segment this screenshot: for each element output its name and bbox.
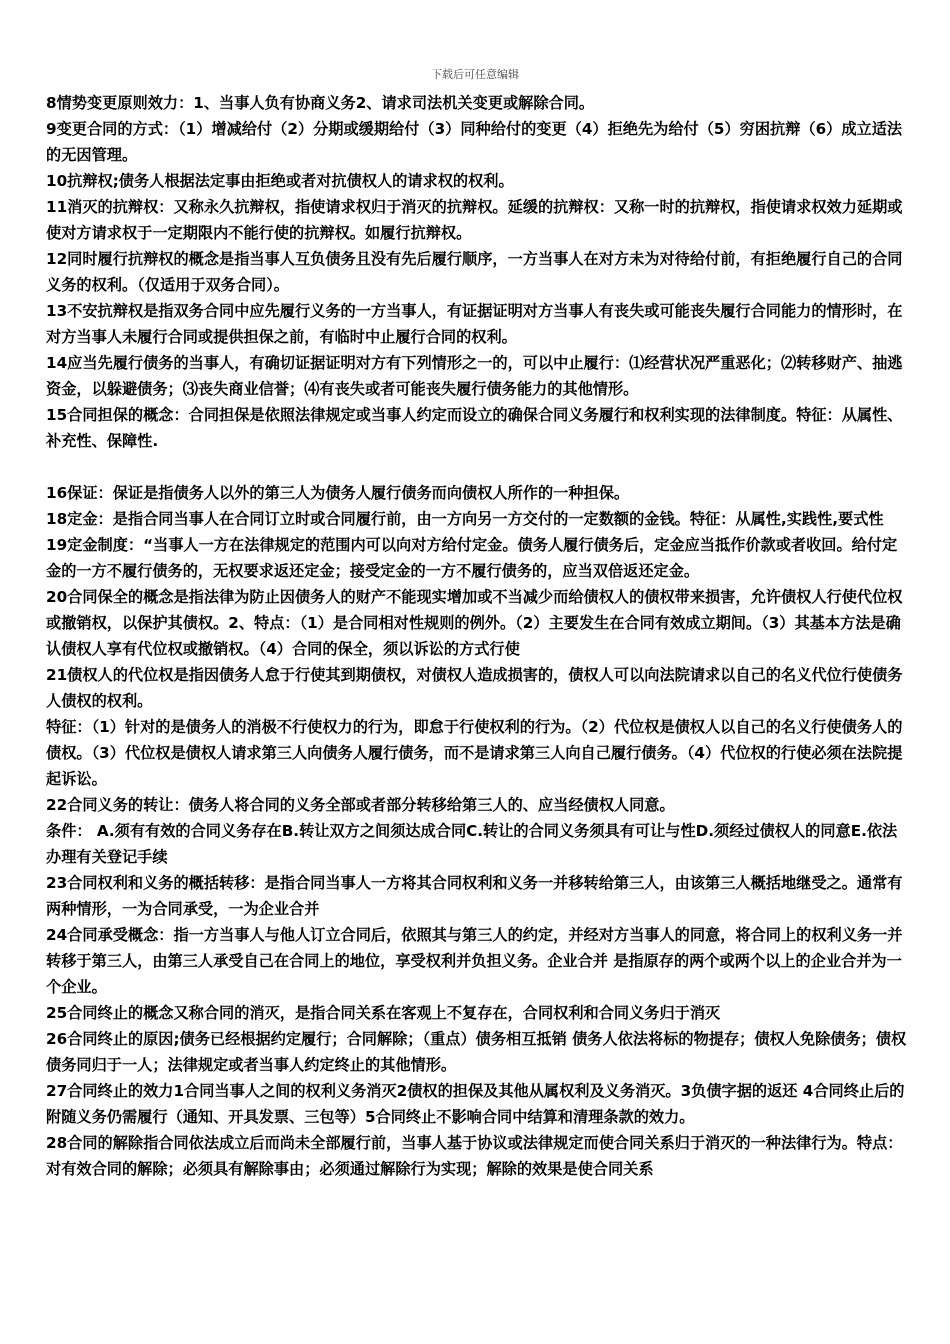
paragraph: 特征：（1）针对的是债务人的消极不行使权力的行为，即怠于行使权利的行为。（2）代位权是债权人以自己的名义行使债务人的债权。（3）代位权是债权人请求第三人向债务人履行债务，而不是请求第三人向自己履行债务。（4）代位权的行使必须在法院提起诉讼。 (46, 718, 903, 788)
page-header: 下载后可任意编辑 (431, 68, 519, 81)
paragraph: 20合同保全的概念是指法律为防止因债务人的财产不能现实增加或不当减少而给债权人的债权带来损害，允许债权人行使代位权或撤销权，以保护其债权。2、特点：（1）是合同相对性规则的例外。（2）主要发生在合同有效成立期间。（3）其基本方法是确认债权人享有代位权或撤销权。（4）合同的保全，须以诉讼的方式行使 (46, 588, 903, 658)
paragraph: 25合同终止的概念又称合同的消灭，是指合同关系在客观上不复存在，合同权利和合同义务归于消灭 (46, 1004, 721, 1022)
paragraph: 23合同权利和义务的概括转移：是指合同当事人一方将其合同权利和义务一并移转给第三人，由该第三人概括地继受之。通常有两种情形，一为合同承受，一为企业合并 (46, 874, 903, 918)
paragraph: 21债权人的代位权是指因债务人怠于行使其到期债权，对债权人造成损害的，债权人可以向法院请求以自己的名义代位行使债务人债权的权利。 (46, 666, 903, 710)
paragraph: 19定金制度：“当事人一方在法律规定的范围内可以向对方给付定金。债务人履行债务后，定金应当抵作价款或者收回。给付定金的一方不履行债务的，无权要求返还定金；接受定金的一方不履行债务的，应当双倍返还定金。 (46, 536, 898, 580)
paragraph: 条件： A.须有有效的合同义务存在B.转让双方之间须达成合同C.转让的合同义务须具有可让与性D.须经过债权人的同意E.依法办理有关登记手续 (46, 822, 898, 866)
paragraph: 24合同承受概念：指一方当事人与他人订立合同后，依照其与第三人的约定，并经对方当事人的同意，将合同上的权利义务一并转移于第三人，由第三人承受自己在合同上的地位，享受权利并负担义务。企业合并 是指原存的两个或两个以上的企业合并为一个企业。 (46, 926, 903, 996)
paragraph: 28合同的解除指合同依法成立后而尚未全部履行前，当事人基于协议或法律规定而使合同关系归于消灭的一种法律行为。特点：对有效合同的解除；必须具有解除事由；必须通过解除行为实现；解除的效果是使合同关系 (46, 1134, 903, 1178)
paragraph: 11消灭的抗辩权：又称永久抗辩权，指使请求权归于消灭的抗辩权。延缓的抗辩权：又称一时的抗辩权，指使请求权效力延期或使对方请求权于一定期限内不能行使的抗辩权。如履行抗辩权。 (46, 198, 903, 242)
paragraph: 12同时履行抗辩权的概念是指当事人互负债务且没有先后履行顺序，一方当事人在对方未为对待给付前，有拒绝履行自己的合同义务的权利。（仅适用于双务合同）。 (46, 250, 903, 294)
paragraph: 13不安抗辩权是指双务合同中应先履行义务的一方当事人，有证据证明对方当事人有丧失或可能丧失履行合同能力的情形时，在对方当事人未履行合同或提供担保之前，有临时中止履行合同的权利。 (46, 302, 903, 346)
paragraph-group-a (46, 90, 908, 454)
paragraph: 22合同义务的转让：债务人将合同的义务全部或者部分转移给第三人的、应当经债权人同意。 (46, 796, 675, 814)
blank-line (46, 454, 908, 480)
paragraph-group-b (46, 480, 908, 1182)
paragraph: 18定金：是指合同当事人在合同订立时或合同履行前，由一方向另一方交付的一定数额的金钱。特征：从属性,实践性,要式性 (46, 510, 884, 528)
document-body (46, 90, 908, 1182)
paragraph: 26合同终止的原因;债务已经根据约定履行；合同解除；（重点）债务相互抵销 债务人依法将标的物提存；债权人免除债务；债权债务同归于一人；法律规定或者当事人约定终止的其他情形。 (46, 1030, 907, 1074)
paragraph: 9变更合同的方式：（1）增减给付（2）分期或缓期给付（3）同种给付的变更（4）拒绝先为给付（5）穷困抗辩（6）成立适法的无因管理。 (46, 120, 903, 164)
paragraph: 27合同终止的效力1合同当事人之间的权利义务消灭2债权的担保及其他从属权利及义务消灭。3负债字据的返还 4合同终止后的附随义务仍需履行（通知、开具发票、三包等）5合同终止不影响合同中结算和清理条款的效力。 (46, 1082, 905, 1126)
paragraph: 14应当先履行债务的当事人，有确切证据证明对方有下列情形之一的，可以中止履行：⑴经营状况严重恶化；⑵转移财产、抽逃资金，以躲避债务；⑶丧失商业信誉；⑷有丧失或者可能丧失履行债务能力的其他情形。 (46, 354, 903, 398)
paragraph: 15合同担保的概念：合同担保是依照法律规定或当事人约定而设立的确保合同义务履行和权利实现的法律制度。特征：从属性、补充性、保障性. (46, 406, 903, 450)
paragraph: 16保证：保证是指债务人以外的第三人为债务人履行债务而向债权人所作的一种担保。 (46, 484, 630, 502)
paragraph: 8情势变更原则效力：1、当事人负有协商义务2、请求司法机关变更或解除合同。 (46, 94, 595, 112)
paragraph: 10抗辩权;债务人根据法定事由拒绝或者对抗债权人的请求权的权利。 (46, 172, 514, 190)
